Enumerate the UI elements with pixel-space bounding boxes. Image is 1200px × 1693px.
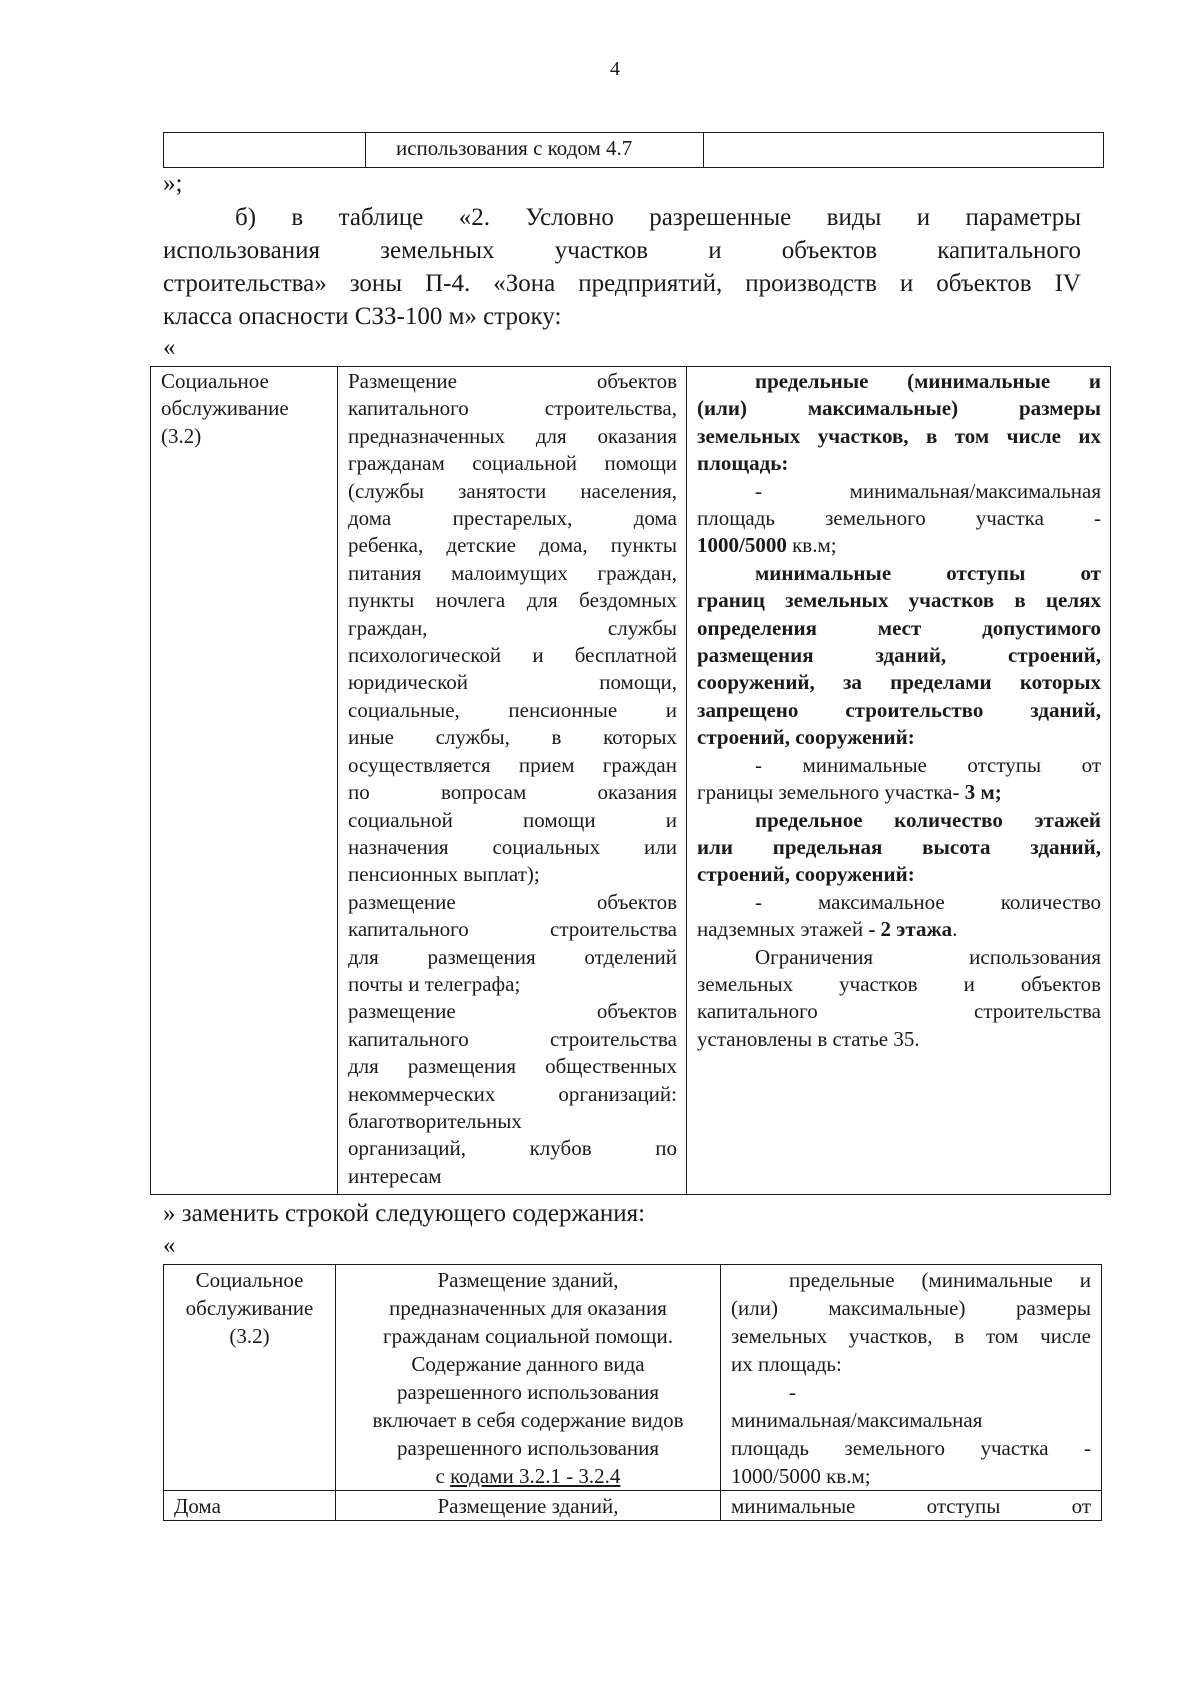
cell-line: земельных участков, в том числе их <box>697 423 1101 448</box>
activity-name-cell: Дома <box>164 1491 336 1521</box>
cell-line: социальной помощи и <box>348 807 677 832</box>
cell-line: Размещение зданий, <box>437 1268 619 1292</box>
cell-line: определения мест допустимого <box>697 615 1101 640</box>
cell-line: Социальное <box>161 369 269 393</box>
cell-line: предельные (минимальные и <box>755 369 1101 393</box>
cell-line: запрещено строительство зданий, <box>697 697 1101 722</box>
table-cell <box>704 133 1104 168</box>
cell-line <box>697 532 1101 559</box>
cell-line: организаций, клубов по <box>348 1136 677 1161</box>
replace-text: » заменить строкой следующего содержания: <box>163 1200 646 1227</box>
codes-reference: кодами 3.2.1 - 3.2.4 <box>450 1464 621 1488</box>
cell-line: установлены в статье 35. <box>697 1026 920 1051</box>
plain-text: с <box>435 1464 451 1488</box>
cell-line: капитального строительства <box>348 1026 677 1051</box>
cell-line: интересам <box>348 1163 442 1188</box>
cell-line <box>346 1462 710 1490</box>
table-row <box>164 133 1104 168</box>
cell-line: Содержание данного вида <box>411 1352 645 1376</box>
paragraph-line: использования земельных участков и объектов капитального <box>163 237 1081 264</box>
plain-text: границы земельного участка- <box>697 780 965 805</box>
cell-line: минимальная/максимальная <box>731 1408 983 1432</box>
table-cell: использования с кодом 4.7 <box>366 133 704 168</box>
cell-line: (службы занятости населения, <box>348 478 677 503</box>
old-row-table <box>150 366 1111 1195</box>
parameters-cell: минимальные отступы от <box>721 1491 1102 1521</box>
cell-line: обслуживание <box>185 1296 314 1320</box>
paragraph-line: класса опасности СЗЗ-100 м» строку: <box>163 303 562 330</box>
activity-name-cell <box>164 1265 336 1491</box>
cell-line: Ограничения использования <box>755 944 1101 969</box>
cell-line: (3.2) <box>161 423 202 448</box>
cell-line: гражданам социальной помощи <box>348 451 677 476</box>
cell-line: предназначенных для оказания <box>348 423 677 448</box>
opening-quote: « <box>163 334 176 361</box>
cell-line: пункты ночлега для бездомных <box>348 588 677 613</box>
activity-description-cell <box>338 367 687 1195</box>
cell-line: обслуживание <box>161 396 289 421</box>
cell-line: предназначенных для оказания <box>389 1296 667 1320</box>
cell-line: строений, сооружений: <box>697 725 915 750</box>
opening-quote-2: « <box>163 1232 176 1259</box>
cell-line: социальные, пенсионные и <box>348 697 677 722</box>
cell-line: иные службы, в которых <box>348 725 677 750</box>
cell-line: разрешенного использования <box>396 1380 660 1404</box>
cell-line: ребенка, детские дома, пункты <box>348 533 677 558</box>
cell-line: предельные (минимальные и <box>789 1268 1091 1292</box>
cell-line: назначения социальных или <box>348 834 677 859</box>
cell-line: минимальные отступы от <box>755 560 1101 585</box>
cell-line: некоммерческих организаций: <box>348 1081 677 1106</box>
cell-line: площадь земельного участка - <box>697 506 1101 531</box>
paragraph-line: б) в таблице «2. Условно разрешенные виды и параметры <box>235 204 1081 231</box>
paragraph-line: строительства» зоны П-4. «Зона предприятий, производств и объектов IV <box>163 270 1081 297</box>
cell-line: - минимальные отступы от <box>755 752 1101 777</box>
cell-line: земельных участков и объектов <box>697 971 1101 996</box>
cell-line: по вопросам оказания <box>348 780 677 805</box>
cell-line <box>697 916 1101 943</box>
cell-line: для размещения общественных <box>348 1054 677 1079</box>
cell-line: - <box>789 1380 796 1404</box>
cell-line: земельных участков, в том числе <box>731 1324 1091 1348</box>
bold-value: 3 м; <box>964 780 1002 805</box>
page-number: 4 <box>610 58 620 80</box>
cell-line: 1000/5000 кв.м; <box>731 1464 871 1488</box>
cell-line: (или) максимальные) размеры <box>697 396 1101 421</box>
cell-line: включает в себя содержание видов <box>372 1408 684 1432</box>
activity-description-cell <box>336 1265 721 1491</box>
plain-text: надземных этажей <box>697 917 869 942</box>
cell-line: (3.2) <box>229 1324 270 1348</box>
cell-line: - максимальное количество <box>755 889 1101 914</box>
cell-line: психологической и бесплатной <box>348 643 677 668</box>
continuation-table <box>163 132 1104 168</box>
cell-line: или предельная высота зданий, <box>697 834 1101 859</box>
cell-line: граждан, службы <box>348 615 677 640</box>
cell-line: капитального строительства <box>697 999 1101 1024</box>
cell-line: размещение объектов <box>348 889 677 914</box>
activity-description-cell: Размещение зданий, <box>336 1491 721 1521</box>
cell-line: площадь: <box>697 451 789 476</box>
cell-line: питания малоимущих граждан, <box>348 560 677 585</box>
parameters-cell <box>721 1265 1102 1491</box>
cell-line: сооружений, за пределами которых <box>697 670 1101 695</box>
cell-line: гражданам социальной помощи. <box>383 1324 673 1348</box>
table-row <box>151 367 1111 1195</box>
unit-text: кв.м; <box>786 533 837 558</box>
cell-line: границ земельных участков в целях <box>697 588 1101 613</box>
cell-line <box>697 779 1101 806</box>
cell-line: дома престарелых, дома <box>348 506 677 531</box>
cell-line: капитального строительства <box>348 917 677 942</box>
cell-line: для размещения отделений <box>348 944 677 969</box>
plain-text: . <box>952 917 958 942</box>
cell-line: размещения зданий, строений, <box>697 643 1101 668</box>
cell-line: почты и телеграфа; <box>348 971 521 996</box>
parameters-cell <box>687 367 1111 1195</box>
closing-quote: »; <box>163 170 183 197</box>
activity-name-cell <box>151 367 338 1195</box>
cell-line: строений, сооружений: <box>697 862 915 887</box>
cell-line: пенсионных выплат); <box>348 862 540 887</box>
table-row <box>164 1491 1102 1521</box>
cell-line: (или) максимальные) размеры <box>731 1296 1091 1320</box>
cell-line: благотворительных <box>348 1108 522 1133</box>
cell-line: Социальное <box>195 1268 304 1292</box>
cell-line: разрешенного использования <box>396 1436 660 1460</box>
new-row-table <box>163 1264 1102 1521</box>
cell-line: осуществляется прием граждан <box>348 752 677 777</box>
bold-value: - 2 этажа <box>868 917 953 942</box>
bold-value: 1000/5000 <box>697 533 787 558</box>
cell-line: площадь земельного участка - <box>731 1436 1091 1460</box>
cell-line: предельное количество этажей <box>755 807 1101 832</box>
table-row <box>164 1265 1102 1491</box>
cell-line: Размещение объектов <box>348 369 677 393</box>
cell-line: размещение объектов <box>348 999 677 1024</box>
cell-line: капитального строительства, <box>348 396 677 421</box>
cell-line: юридической помощи, <box>348 670 677 695</box>
cell-line: их площадь: <box>731 1352 842 1376</box>
table-cell <box>164 133 366 168</box>
cell-line: - минимальная/максимальная <box>755 478 1101 503</box>
